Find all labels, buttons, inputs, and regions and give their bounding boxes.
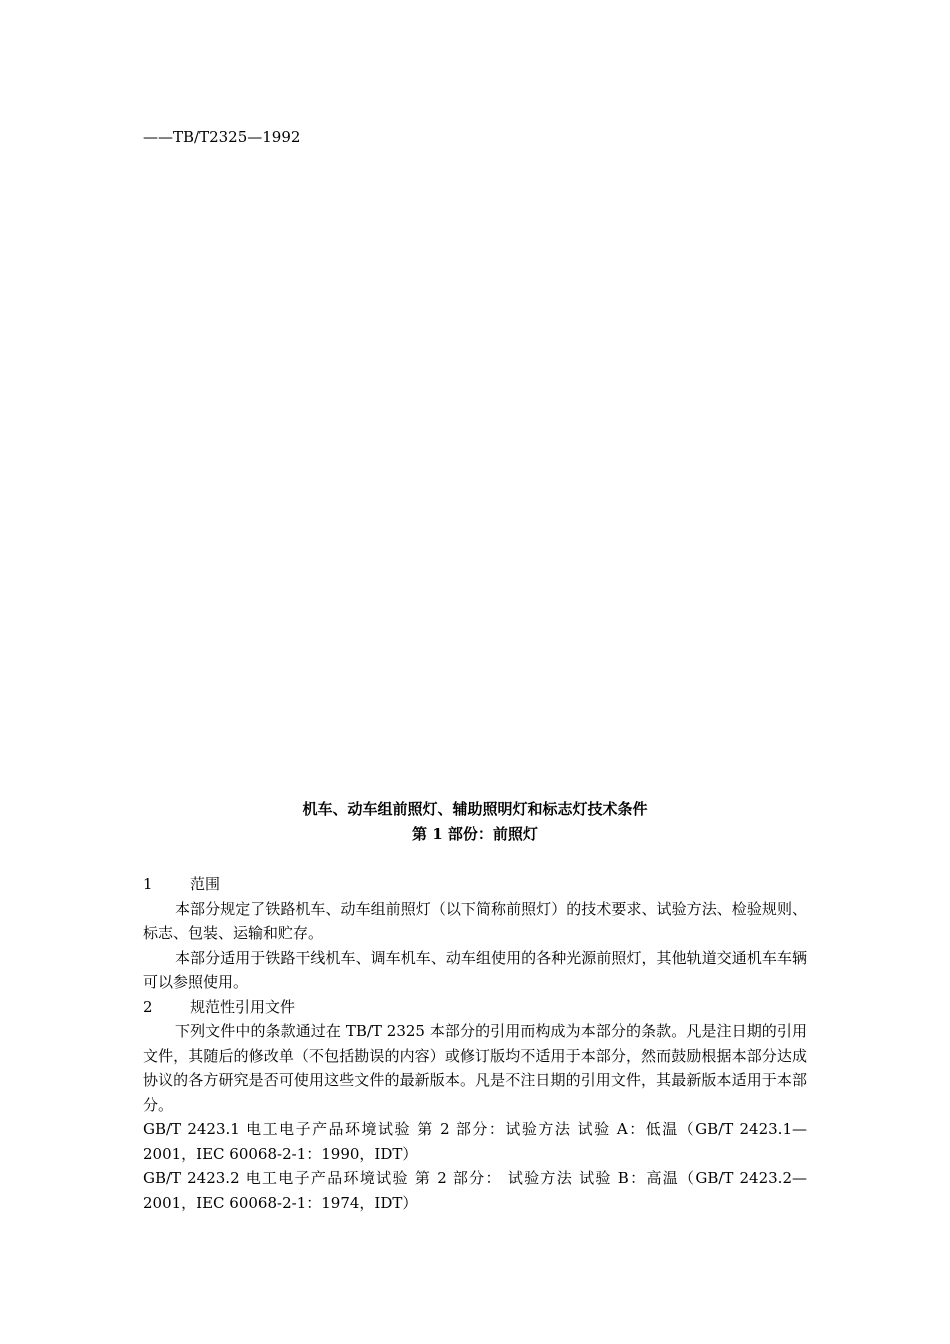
document-title: [143, 797, 807, 847]
section-heading-scope: [143, 872, 807, 897]
section-heading-normative-references: [143, 995, 807, 1020]
paragraph: 本部分规定了铁路机车、动车组前照灯（以下简称前照灯）的技术要求、试验方法、检验规则、标志、包装、运输和贮存。: [143, 899, 807, 942]
section-number: 1: [143, 875, 153, 893]
paragraph: 下列文件中的条款通过在 TB/T 2325 本部分的引用而构成为本部分的条款。凡是注日期的引用文件，其随后的修改单（不包括勘误的内容）或修订版均不适用于本部分，然而鼓励根据本部分达成协议的各方研究是否可使用这些文件的最新版本。凡是不注日期的引用文件，其最新版本适用于本部分。: [143, 1022, 807, 1114]
replaced-standard-line: ——TB/T2325—1992: [143, 128, 301, 146]
document-body: [143, 872, 807, 1215]
section-title: 范围: [190, 875, 221, 893]
section-title: 规范性引用文件: [190, 997, 296, 1016]
reference-entry: GB/T 2423.2 电工电子产品环境试验 第 2 部分： 试验方法 试验 B：高温（GB/T 2423.2—2001，IEC 60068-2-1：1974，IDT）: [143, 1169, 807, 1212]
title-line-1: 机车、动车组前照灯、辅助照明灯和标志灯技术条件: [302, 800, 648, 818]
reference-entry: GB/T 2423.1 电工电子产品环境试验 第 2 部分：试验方法 试验 A：低温（GB/T 2423.1—2001，IEC 60068-2-1：1990，IDT）: [143, 1120, 807, 1163]
title-line-2: 第 1 部份：前照灯: [412, 825, 538, 843]
section-number: 2: [143, 997, 153, 1016]
paragraph: 本部分适用于铁路干线机车、调车机车、动车组使用的各种光源前照灯，其他轨道交通机车车辆可以参照使用。: [143, 948, 807, 991]
